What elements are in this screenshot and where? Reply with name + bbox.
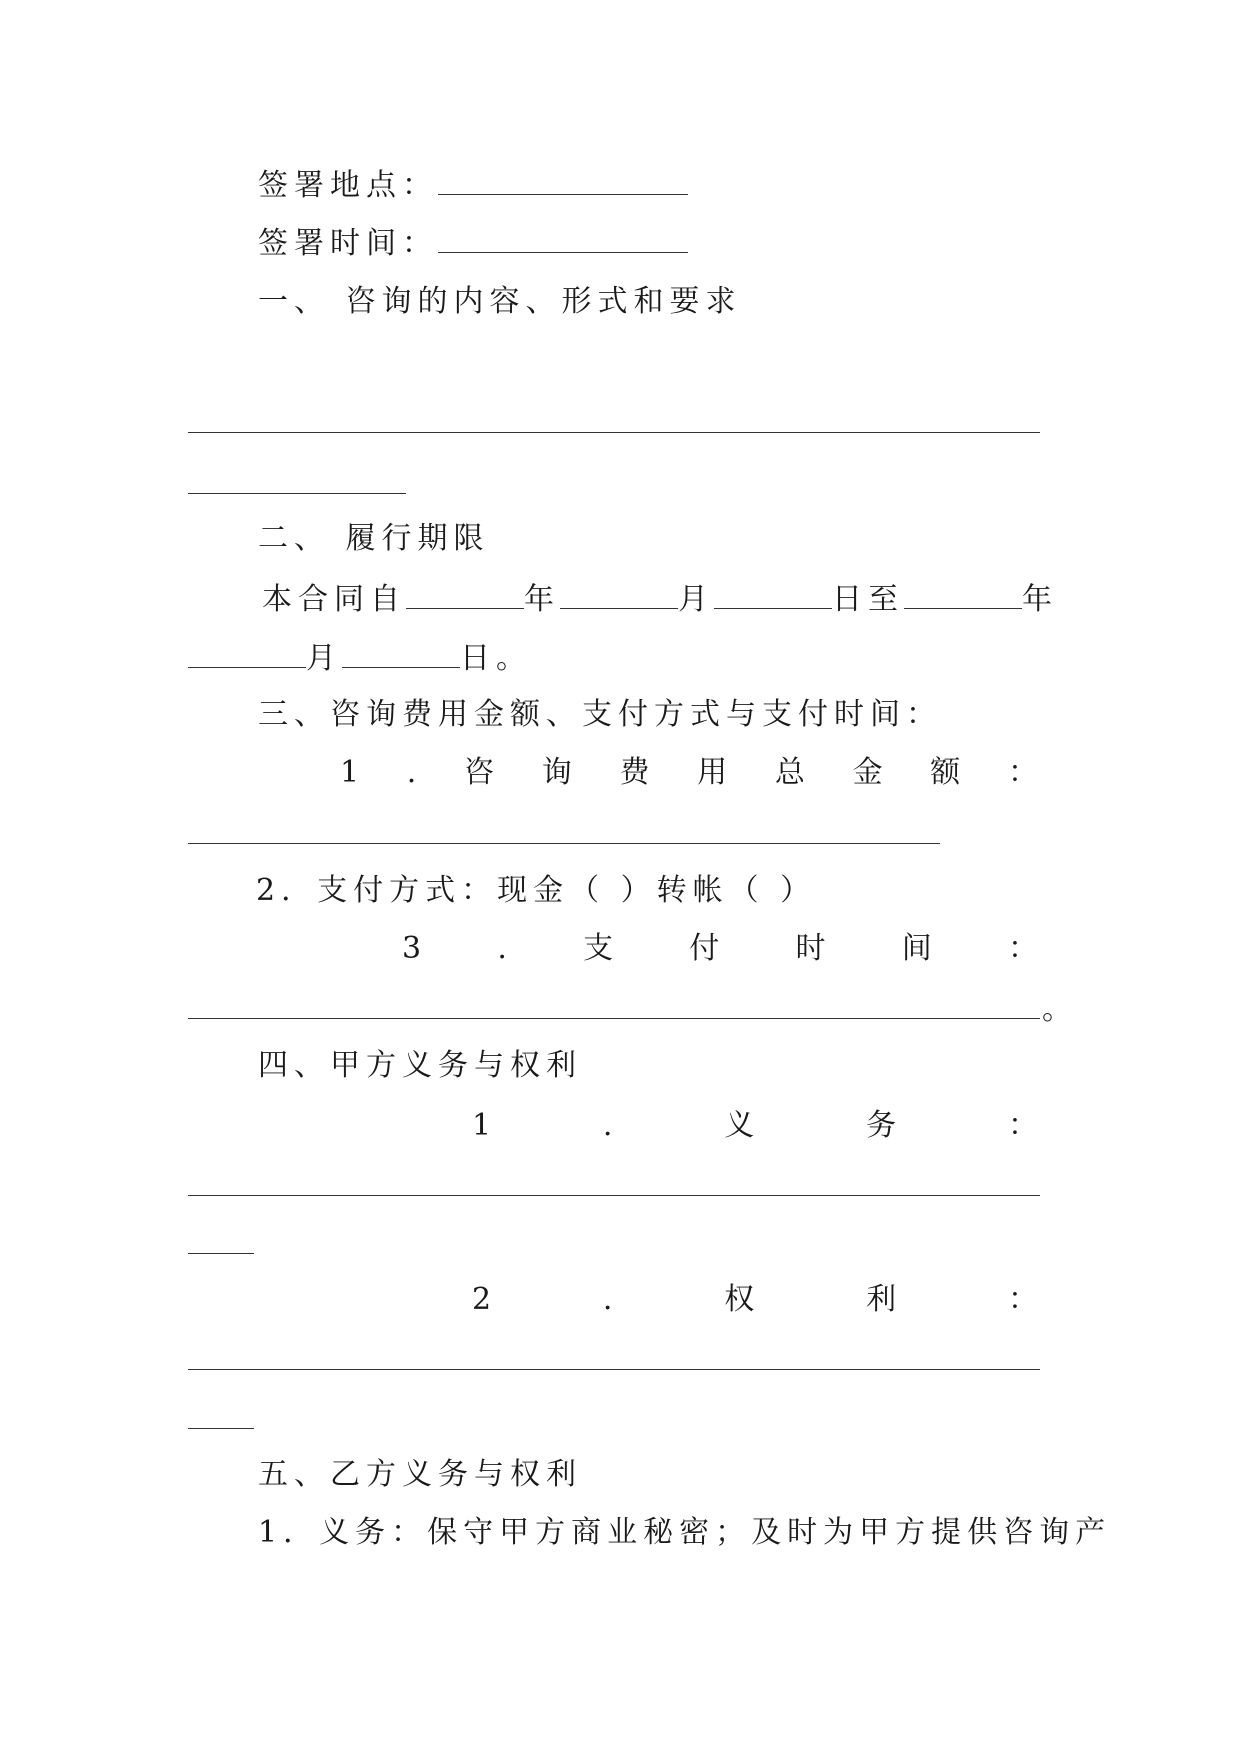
obligation-char: 务: [866, 1108, 897, 1143]
right-char: 利: [866, 1282, 897, 1317]
pay-time-label: [402, 929, 1038, 969]
fee-total-char: 询: [541, 755, 572, 790]
pay-time-blank[interactable]: [188, 1018, 1040, 1019]
fee-total-char: 金: [852, 755, 883, 790]
pay-time-char: 支: [583, 931, 614, 966]
fee-total-char: 额: [930, 755, 961, 790]
right-blank-line-1[interactable]: [188, 1369, 1040, 1370]
end-year-blank[interactable]: [904, 578, 1022, 609]
right-char: 权: [724, 1282, 755, 1317]
section-5-title: 五、乙方义务与权利: [258, 1457, 582, 1492]
section-2-title: 二、 履行期限: [258, 521, 490, 556]
term-day-to: 日至: [832, 582, 904, 617]
obligation-blank-line-2[interactable]: [188, 1253, 254, 1254]
right-char: 2: [472, 1282, 492, 1317]
sign-place-blank[interactable]: [438, 164, 688, 195]
right-char: .: [602, 1282, 613, 1317]
obligation-char: .: [602, 1108, 613, 1143]
start-day-blank[interactable]: [714, 578, 832, 609]
start-year-blank[interactable]: [406, 578, 524, 609]
section-5-item-1: 1．义务：保守甲方商业秘密；及时为甲方提供咨询产: [258, 1515, 1112, 1550]
section-1-blank-line-2[interactable]: [188, 493, 406, 494]
fee-total-char: 费: [619, 755, 650, 790]
fee-total-blank[interactable]: [188, 843, 940, 844]
pay-time-char: .: [497, 931, 507, 966]
payment-method-line: 2．支付方式：现金（ ）转帐（ ）: [256, 873, 817, 908]
end-month-blank[interactable]: [188, 637, 306, 668]
pay-time-char: 时: [795, 931, 826, 966]
end-day-blank[interactable]: [342, 637, 460, 668]
party-a-obligation-label: [472, 1106, 1038, 1146]
fee-total-char: 1: [340, 755, 360, 790]
section-4-title: 四、甲方义务与权利: [258, 1048, 582, 1083]
obligation-char: ：: [1007, 1108, 1038, 1143]
fee-total-label: [340, 753, 1038, 793]
fee-total-char: 咨: [464, 755, 495, 790]
sign-place-label: 签署地点：: [258, 168, 438, 203]
sign-time-label: 签署时间：: [258, 226, 438, 261]
fee-total-char: 总: [774, 755, 805, 790]
party-a-right-label: [472, 1280, 1038, 1320]
start-month-blank[interactable]: [560, 578, 678, 609]
term-line-1: [262, 578, 1058, 620]
section-1-title: 一、 咨询的内容、形式和要求: [258, 284, 742, 319]
term-month-2: 月: [306, 641, 342, 676]
pay-time-char: 间: [901, 931, 932, 966]
term-year-2: 年: [1022, 582, 1058, 617]
obligation-char: 义: [724, 1108, 755, 1143]
term-day-end: 日。: [460, 641, 532, 676]
pay-time-end: 。: [1042, 992, 1072, 1027]
fee-total-char: ：: [1007, 755, 1038, 790]
obligation-blank-line-1[interactable]: [188, 1195, 1040, 1196]
pay-time-char: 付: [689, 931, 720, 966]
fee-total-char: .: [406, 755, 417, 790]
term-month-1: 月: [678, 582, 714, 617]
right-char: ：: [1007, 1282, 1038, 1317]
section-1-blank-line-1[interactable]: [188, 432, 1040, 433]
term-year-1: 年: [524, 582, 560, 617]
term-prefix: 本合同自: [262, 582, 406, 617]
term-line-2: [188, 637, 532, 679]
section-3-title: 三、咨询费用金额、支付方式与支付时间：: [258, 697, 942, 732]
sign-time-blank[interactable]: [438, 222, 688, 253]
pay-time-char: 3: [402, 931, 422, 966]
obligation-char: 1: [472, 1108, 492, 1143]
right-blank-line-2[interactable]: [188, 1428, 254, 1429]
fee-total-char: 用: [697, 755, 728, 790]
sign-time-line: [258, 222, 688, 264]
pay-time-char: ：: [1007, 931, 1038, 966]
sign-place-line: [258, 164, 688, 206]
